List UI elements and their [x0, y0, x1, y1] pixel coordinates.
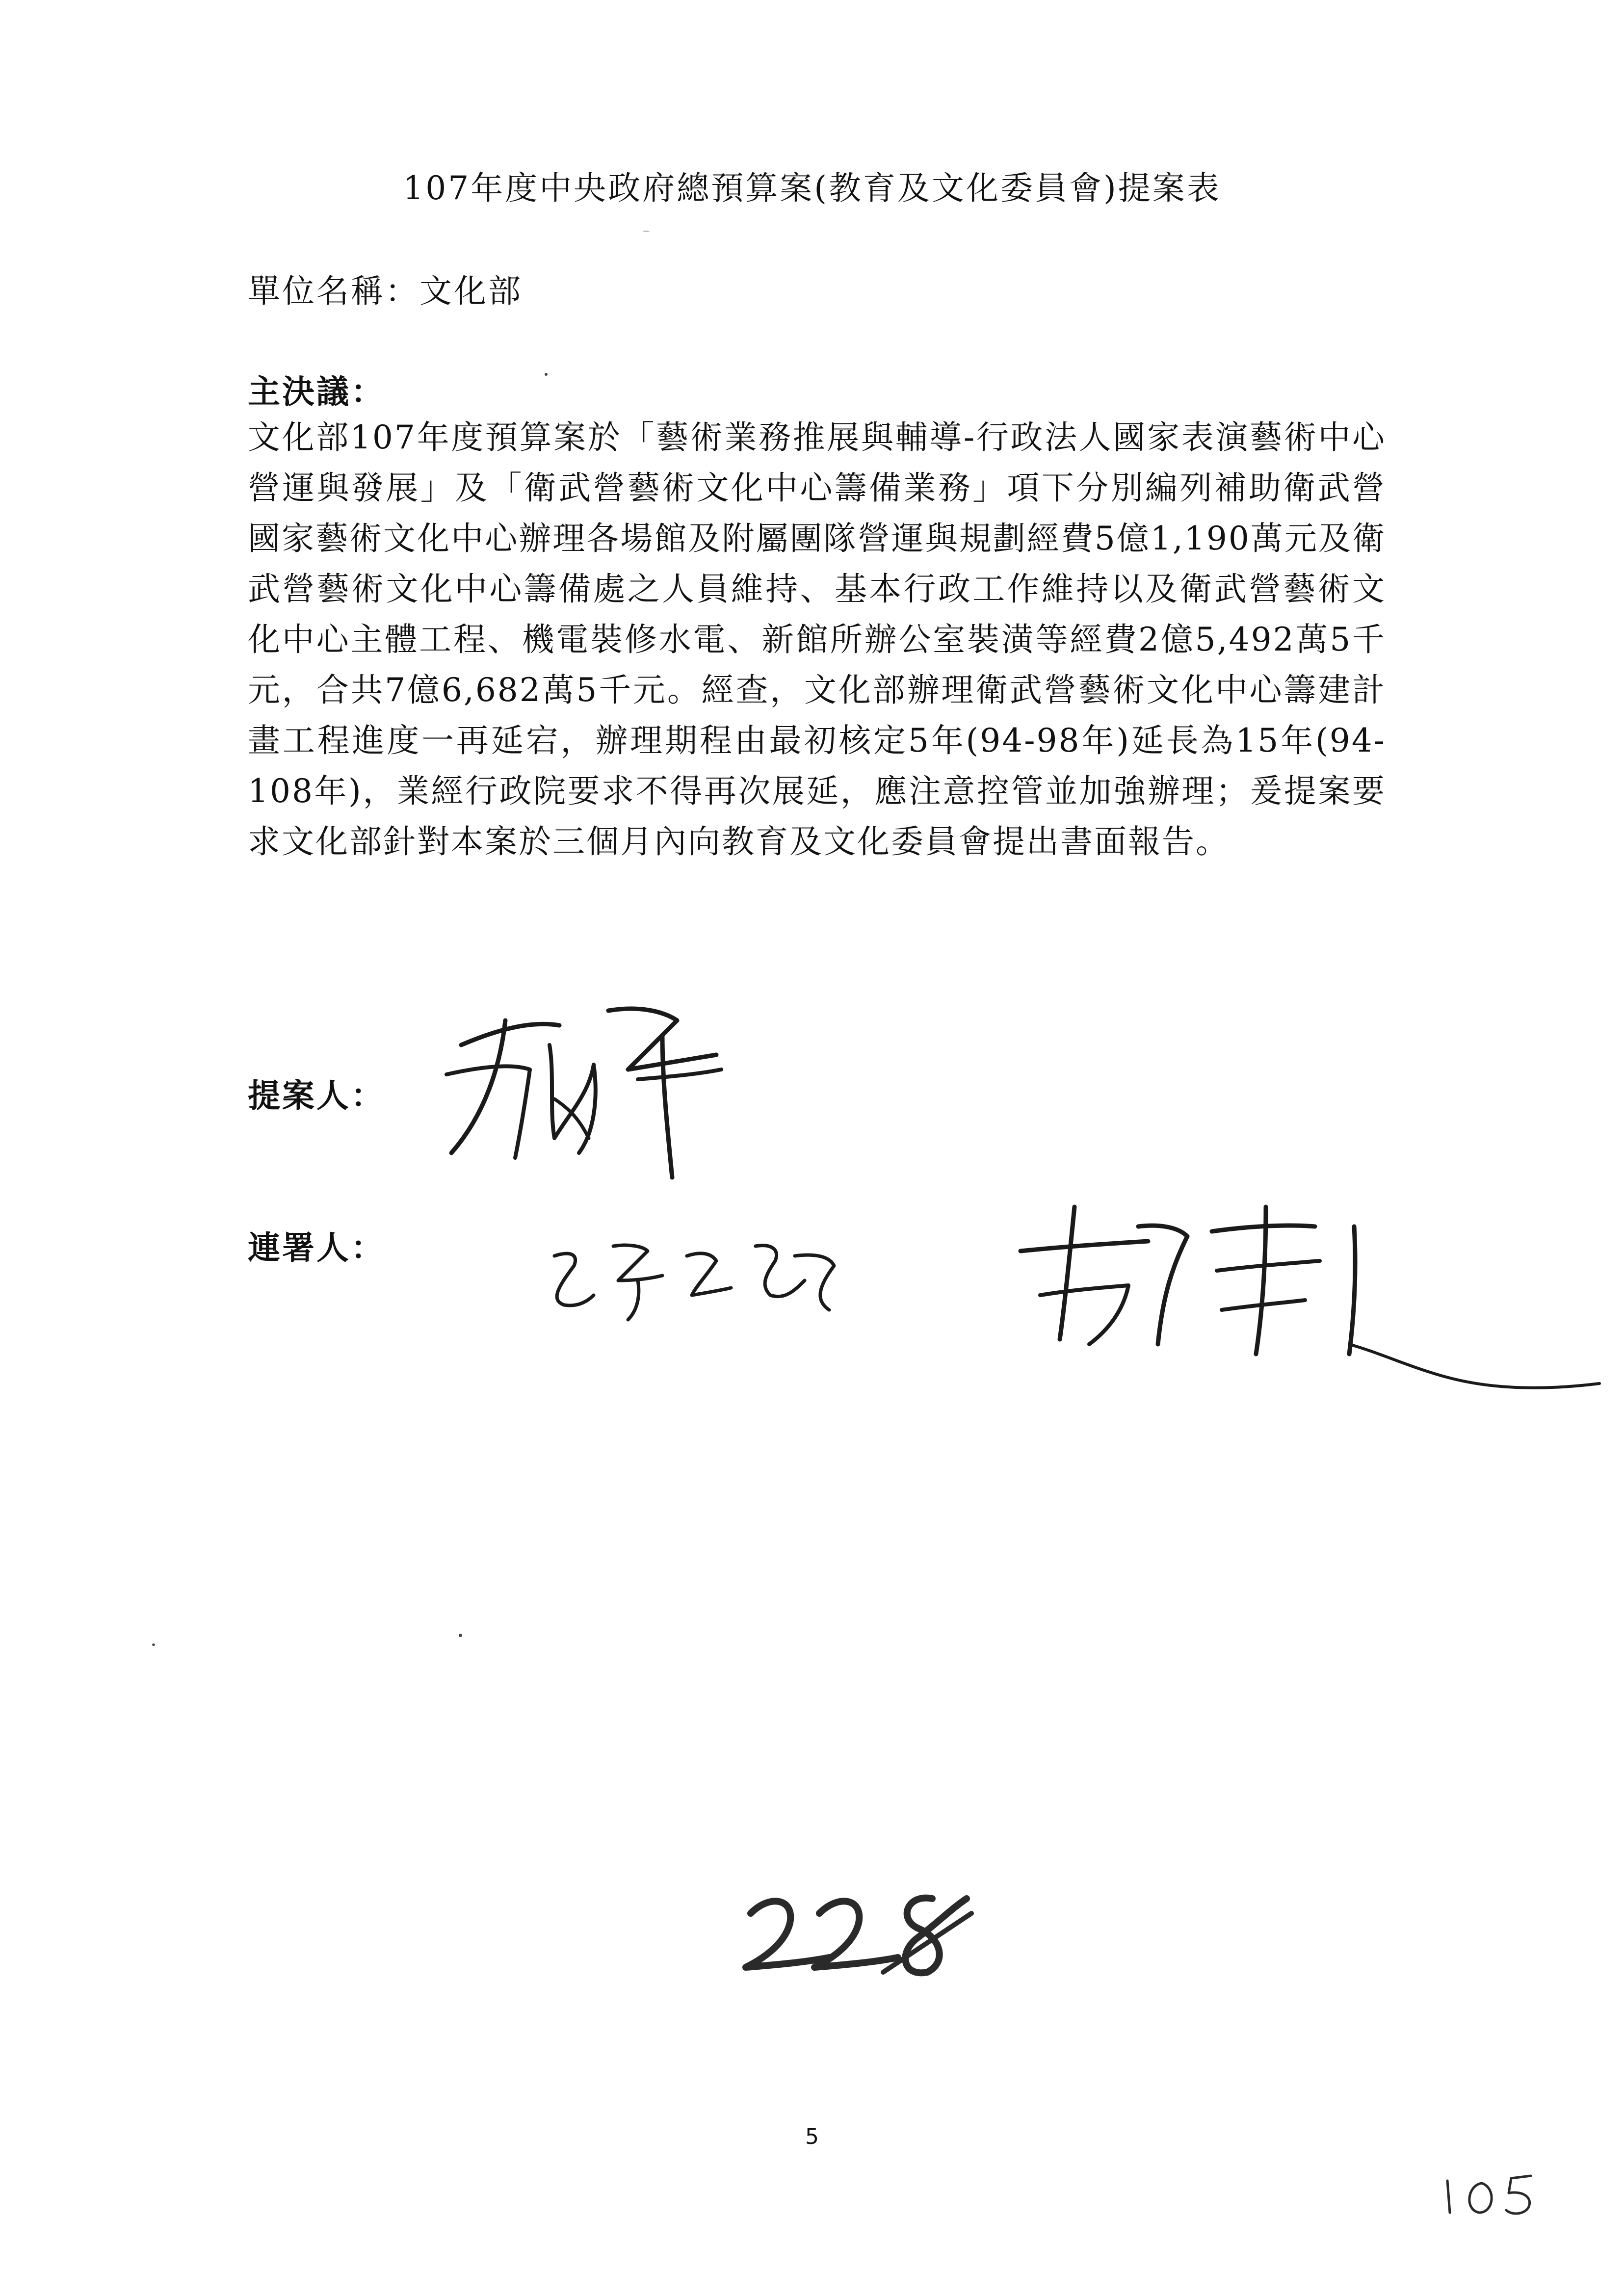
page-number: 5 — [805, 2124, 819, 2149]
document-title: 107年度中央政府總預算案(教育及文化委員會)提案表 — [403, 169, 1221, 207]
scan-speck — [459, 1634, 462, 1637]
main-resolution-heading: 主決議： — [248, 372, 385, 411]
scan-speck — [152, 1644, 155, 1646]
proposer-label: 提案人： — [248, 1076, 385, 1115]
proposer-signature-icon — [432, 991, 736, 1187]
cosigner-label: 連署人： — [248, 1228, 385, 1267]
handwritten-page-number-228 — [736, 1884, 981, 1992]
cosigner-signature-2-icon — [1011, 1197, 1609, 1403]
scan-speck — [643, 231, 650, 232]
handwritten-corner-number-105 — [1438, 2166, 1545, 2220]
unit-name-line: 單位名稱：文化部 — [248, 272, 523, 310]
cosigner-signature-1-icon — [540, 1226, 893, 1334]
main-resolution-body: 文化部107年度預算案於「藝術業務推展與輔導-行政法人國家表演藝術中心營運與發展」及「衛武營藝術文化中心籌備業務」項下分別編列補助衛武營國家藝術文化中心辦理各場館及附屬團隊營運與規劃經費5億1,190萬元及衛武營藝術文化中心籌備處之人員維持、基本行政工作維持以及衛武營藝術文化中心主體工程、機電裝修水電、新館所辦公室裝潢等經費2億5,492萬5千元，合共7億6,682萬5千元。經查，文化部辦理衛武營藝術文化中心籌建計畫工程進度一再延宕，辦理期程由最初核定5年(94-98年)延長為15年(94-108年)，業經行政院要求不得再次展延，應注意控管並加強辦理；爰提案要求文化部針對本案於三個月內向教育及文化委員會提出書面報告。 — [248, 418, 1386, 861]
scan-speck — [545, 373, 548, 376]
